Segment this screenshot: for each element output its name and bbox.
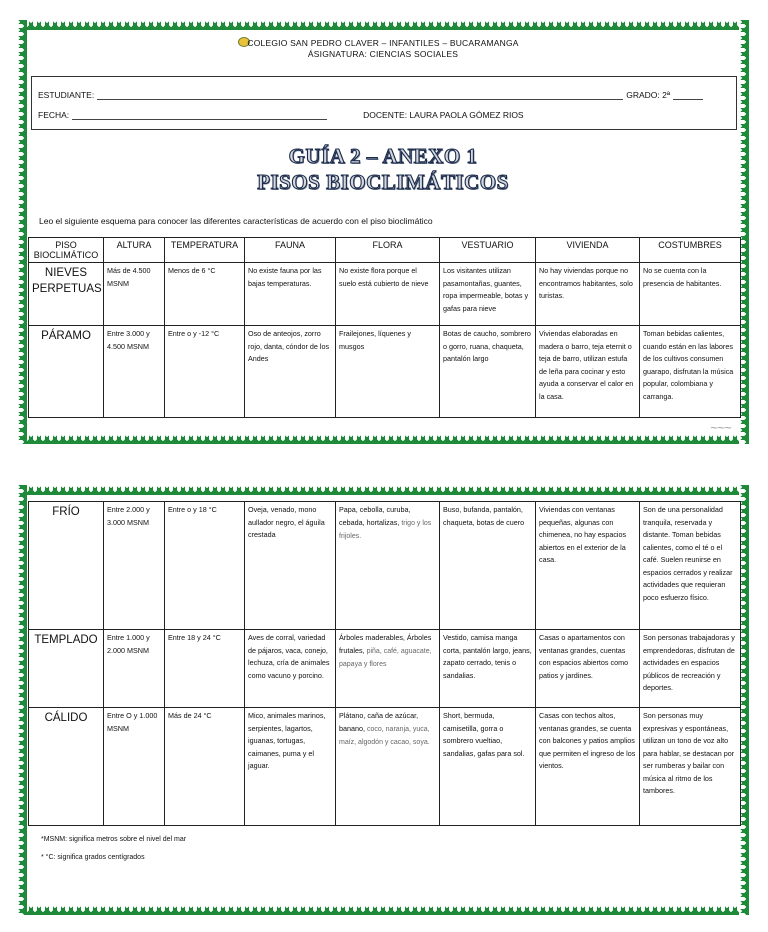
guide-subtitle: PISOS BIOCLIMÁTICOS <box>257 170 509 194</box>
cell-fauna: Oveja, venado, mono aullador negro, el águila crestada <box>245 502 336 630</box>
guide-title: GUÍA 2 – ANEXO 1 <box>288 144 478 168</box>
tree-border-left <box>17 485 27 915</box>
table-row-calido <box>29 708 741 826</box>
cell-fauna: No existe fauna por las bajas temperaturas. <box>245 263 336 326</box>
header-vestuario: VESTUARIO <box>440 238 536 263</box>
flora-text: Árboles maderables, Árboles frutales, <box>339 633 432 655</box>
cell-vestuario: Los visitantes utilizan pasamontañas, guantes, ropa impermeable, botas y gafas para nieve <box>440 263 536 326</box>
grade-field[interactable] <box>673 90 703 100</box>
tree-border-bottom <box>17 434 749 444</box>
cell-altura: Entre 3.000 y 4.500 MSNM <box>104 326 165 418</box>
date-label: FECHA: <box>38 110 70 120</box>
tree-border-top <box>17 485 749 495</box>
student-info-box <box>31 76 737 130</box>
cell-temperatura: Entre o y -12 °C <box>165 326 245 418</box>
cell-altura: Entre 1.000 y 2.000 MSNM <box>104 630 165 708</box>
flora-extra-text: piña, café, aguacate, papaya y flores <box>339 647 432 668</box>
header-costumbres: COSTUMBRES <box>640 238 741 263</box>
cell-piso: PÁRAMO <box>29 326 104 418</box>
student-label: ESTUDIANTE: <box>38 90 95 100</box>
header-fauna: FAUNA <box>245 238 336 263</box>
tree-border-left <box>17 20 27 444</box>
cell-flora: Frailejones, líquenes y musgos <box>336 326 440 418</box>
footnote-msnm: *MSNM: significa metros sobre el nivel del mar <box>41 836 187 843</box>
cell-flora <box>336 502 440 630</box>
table-row-paramo <box>29 326 741 418</box>
cell-costumbres: Son personas trabajadoras y emprendedoras, disfrutan de actividades en espacios públicos de recreación y deportes. <box>640 630 741 708</box>
cell-piso: NIEVES PERPETUAS <box>29 263 104 326</box>
flora-extra-text: coco, naranja, yuca, maíz, algodón y cacao, soya. <box>339 725 430 746</box>
grade-label: GRADO: 2ª <box>626 90 670 100</box>
cell-piso: CÁLIDO <box>29 708 104 826</box>
student-name-field[interactable] <box>97 90 623 100</box>
table-row-nieves <box>29 263 741 326</box>
cell-piso: FRÍO <box>29 502 104 630</box>
footnote-celsius: * °C: significa grados centígrados <box>41 854 145 861</box>
student-row <box>38 90 730 100</box>
cell-temperatura: Entre 18 y 24 °C <box>165 630 245 708</box>
cell-temperatura: Entre o y 18 °C <box>165 502 245 630</box>
cell-altura: Entre O y 1.000 MSNM <box>104 708 165 826</box>
teacher-label: DOCENTE: LAURA PAOLA GÓMEZ RIOS <box>363 110 524 120</box>
cell-vestuario: Short, bermuda, camisetilla, gorra o sombrero vueltiao, sandalias, gafas para sol. <box>440 708 536 826</box>
signature: ⁓⁓⁓ <box>710 424 731 432</box>
header-piso: PISO BIOCLIMÁTICO <box>29 238 104 263</box>
cell-vestuario: Botas de caucho, sombrero o gorro, ruana, chaqueta, pantalón largo <box>440 326 536 418</box>
cell-costumbres: Son personas muy expresivas y espontáneas, utilizan un tono de voz alto para hablar, se destacan por ser rumberas y bailar con música al ritmo de los tambores. <box>640 708 741 826</box>
cell-flora: No existe flora porque el suelo está cubierto de nieve <box>336 263 440 326</box>
cell-flora <box>336 630 440 708</box>
page-2 <box>17 485 749 915</box>
cell-fauna: Mico, animales marinos, serpientes, lagartos, iguanas, tortugas, caimanes, puma y el jaguar. <box>245 708 336 826</box>
cell-altura: Entre 2.000 y 3.000 MSNM <box>104 502 165 630</box>
school-name: COLEGIO SAN PEDRO CLAVER – INFANTILES – BUCARAMANGA <box>247 38 519 48</box>
cell-flora <box>336 708 440 826</box>
intro-text: Leo el siguiente esquema para conocer las diferentes características de acuerdo con el piso bioclimático <box>39 216 433 226</box>
flora-extra-text: trigo y los frijoles. <box>339 519 432 540</box>
page-1 <box>17 20 749 444</box>
cell-piso: TEMPLADO <box>29 630 104 708</box>
cell-fauna: Oso de anteojos, zorro rojo, danta, cóndor de los Andes <box>245 326 336 418</box>
cell-fauna: Aves de corral, variedad de pájaros, vaca, conejo, lechuza, cría de animales como vacuno y porcino. <box>245 630 336 708</box>
table-header-row <box>29 238 741 263</box>
cell-vivienda: No hay viviendas porque no encontramos habitantes, solo turistas. <box>536 263 640 326</box>
tree-border-bottom <box>17 905 749 915</box>
cell-vestuario: Buso, bufanda, pantalón, chaqueta, botas de cuero <box>440 502 536 630</box>
header-flora: FLORA <box>336 238 440 263</box>
cell-temperatura: Menos de 6 °C <box>165 263 245 326</box>
subject-name: ÁSIGNATURA: CIENCIAS SOCIALES <box>307 49 459 59</box>
cell-altura: Más de 4.500 MSNM <box>104 263 165 326</box>
bioclimatic-table-part-2 <box>28 501 741 826</box>
cell-vivienda: Viviendas elaboradas en madera o barro, teja eternit o teja de barro, utilizan estufa de leña para cocinar y esto ayuda a conservar el calor en la casa. <box>536 326 640 418</box>
cell-vivienda: Casas o apartamentos con ventanas grandes, cuentas con espacios abiertos como patios y jardines. <box>536 630 640 708</box>
tree-border-top <box>17 20 749 30</box>
table-row-frio <box>29 502 741 630</box>
cell-costumbres: No se cuenta con la presencia de habitantes. <box>640 263 741 326</box>
flora-text: Papa, cebolla, curuba, cebada, hortalizas, <box>339 505 411 527</box>
cell-costumbres: Toman bebidas calientes, cuando están en las labores de los cultivos consumen guarapo, disfrutan la música popular, colombiana y carranga. <box>640 326 741 418</box>
date-field[interactable] <box>72 110 327 120</box>
flora-text: Plátano, caña de azúcar, banano, <box>339 711 419 733</box>
header-vivienda: VIVIENDA <box>536 238 640 263</box>
table-row-templado <box>29 630 741 708</box>
cell-costumbres: Son de una personalidad tranquila, reservada y distante. Toman bebidas calientes, como el té o el café. Suelen reunirse en espacios cerrados y realizar actividades que requieran poco esfuerzo físico. <box>640 502 741 630</box>
cell-temperatura: Más de 24 °C <box>165 708 245 826</box>
cell-vestuario: Vestido, camisa manga corta, pantalón largo, jeans, zapato cerrado, tenis o sandalias. <box>440 630 536 708</box>
cell-vivienda: Viviendas con ventanas pequeñas, algunas con chimenea, no hay espacios abiertos en el exterior de la casa. <box>536 502 640 630</box>
cell-vivienda: Casas con techos altos, ventanas grandes, se cuenta con balcones y patios amplios que permiten el ingreso de los vientos. <box>536 708 640 826</box>
header-temperatura: TEMPERATURA <box>165 238 245 263</box>
bioclimatic-table-part-1 <box>28 237 741 418</box>
date-row <box>38 110 730 120</box>
header-altura: ALTURA <box>104 238 165 263</box>
